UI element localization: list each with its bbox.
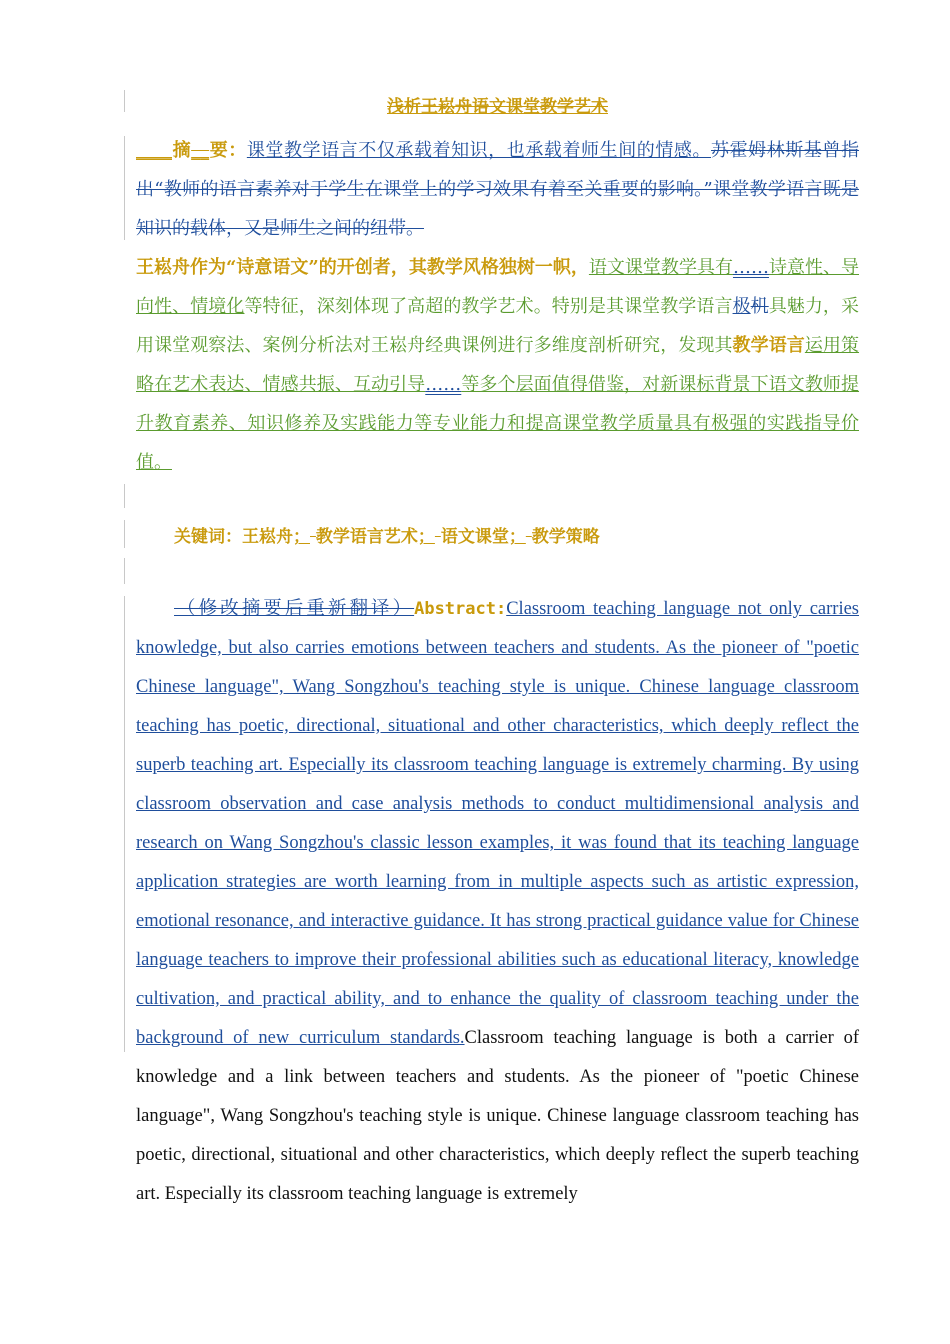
change-bar [124, 90, 125, 112]
keyword: 教学语言艺术 [315, 527, 418, 547]
revised-abstract: Classroom teaching language not only carries knowledge, but also carries emotions between teachers and students. As the pioneer of "poetic Chinese language", Wang Songzhou's teaching style is unique. Chinese language classroom teaching has poetic, directional, situational and other characteristics, which deeply reflect the superb teaching art. Especially its classroom teaching language is extremely charming. By using classroom observation and case analysis methods to conduct multidimensional analysis and research on Wang Songzhou's classic lesson examples, it was found that its teaching language application strategies are worth learning from in multiple aspects such as artistic expression, emotional resonance, and interactive guidance. It has strong practical guidance value for Chinese language teachers to improve their professional abilities such as educational literacy, knowledge cultivation, and practical ability, and to enhance the quality of classroom teaching under the background of new curriculum standards. [136, 599, 859, 1048]
keyword: 语文课堂 [440, 527, 509, 547]
change-bar [124, 136, 125, 240]
inserted-text: 课堂教学语言不仅承载着知识，也承载着师生间的情感。 [246, 140, 712, 161]
original-abstract: Classroom teaching language is both a carrier of knowledge and a link between teachers and students. As the pioneer of "poetic Chinese language", Wang Songzhou's teaching style is unique. Chinese language classroom teaching has poetic, directional, situational and other characteristics, which deeply reflect the superb teaching art. Especially its classroom teaching language is extremely [136, 1028, 859, 1204]
change-bar [124, 520, 125, 548]
bold-intro: 王崧舟作为“诗意语文”的开创者，其教学风格独树一帜， [136, 257, 589, 278]
keyword: 教学策略 [531, 527, 600, 547]
change-bar [124, 558, 125, 584]
document-title: 浅析王崧舟语文课堂教学艺术 [387, 97, 608, 117]
abstract-en-paragraph [136, 590, 859, 1214]
deleted-text: 苏霍姆林斯基曾指出“教师的语言素养对于学生在课堂上的学习效果有着至关重要的影响。”课堂教学语言既是知识的载体，又是师生之间的纽带。 [136, 140, 860, 239]
abstract-cn-paragraph: ____摘__要：课堂教学语言不仅承载着知识，也承载着师生间的情感。苏霍姆林斯基曾指出“教师的语言素养对于学生在课堂上的学习效果有着至关重要的影响。”课堂教学语言既是知识的载体，又是师生之间的纽带。 王崧舟作为“诗意语文”的开创者，其教学风格独树一帜，语文课堂教学具有……诗意性、导向性、情境化等特征，深刻体现了高超的教学艺术。特别是其课堂教学语言极机具魅力，采用课堂观察法、案例分析法对王崧舟经典课例进行多维度剖析研究，发现其教学语言运用策略在艺术表达、情感共振、互动引导……等多个层面值得借鉴，对新课标背景下语文教师提升教育素养、知识修养及实践能力等专业能力和提高课堂教学质量具有极强的实践指导价值。 [136, 140, 860, 473]
translation-note: （修改摘要后重新翻译） [174, 599, 415, 619]
keyword: 王崧舟 [242, 527, 293, 547]
change-bar [124, 484, 125, 508]
change-bar [124, 596, 125, 1052]
keywords-line: 关键词：王崧舟； 教学语言艺术； 语文课堂； 教学策略 [174, 527, 600, 547]
abstract-label: Abstract: [414, 599, 507, 619]
